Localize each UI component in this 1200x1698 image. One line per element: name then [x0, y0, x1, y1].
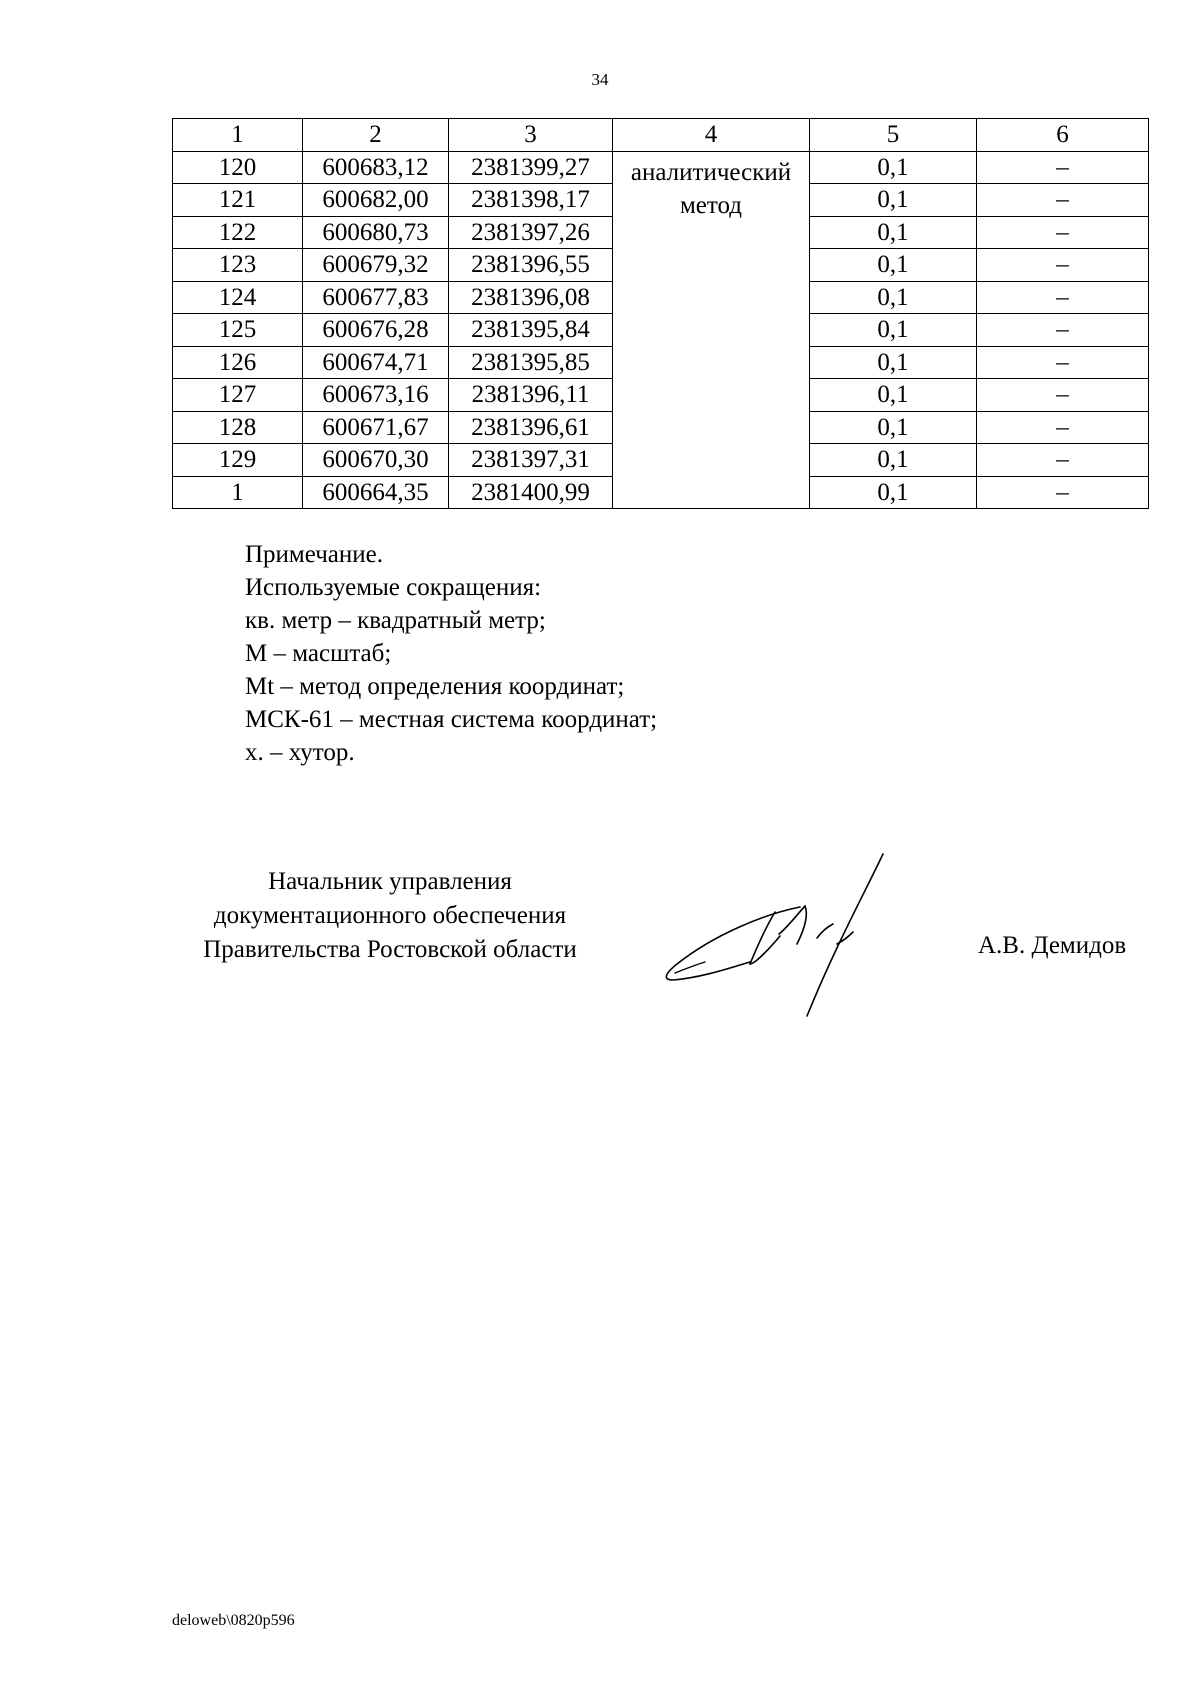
x-coordinate-cell: 600679,32: [303, 249, 449, 282]
accuracy-cell: 0,1: [810, 151, 977, 184]
point-number-cell: 121: [173, 184, 303, 217]
column-header: 2: [303, 119, 449, 152]
handwritten-signature: [655, 852, 955, 1022]
signer-position-line: Начальник управления: [268, 868, 512, 895]
x-coordinate-cell: 600680,73: [303, 216, 449, 249]
y-coordinate-cell: 2381399,27: [449, 151, 613, 184]
description-cell: –: [977, 281, 1149, 314]
signer-position: [160, 865, 620, 967]
y-coordinate-cell: 2381398,17: [449, 184, 613, 217]
y-coordinate-cell: 2381396,11: [449, 379, 613, 412]
x-coordinate-cell: 600683,12: [303, 151, 449, 184]
y-coordinate-cell: 2381396,08: [449, 281, 613, 314]
x-coordinate-cell: 600682,00: [303, 184, 449, 217]
point-number-cell: 128: [173, 411, 303, 444]
column-header: 4: [613, 119, 810, 152]
y-coordinate-cell: 2381396,61: [449, 411, 613, 444]
description-cell: –: [977, 444, 1149, 477]
note-subtitle: Используемые сокращения:: [245, 574, 542, 601]
point-number-cell: 122: [173, 216, 303, 249]
column-header: 3: [449, 119, 613, 152]
y-coordinate-cell: 2381396,55: [449, 249, 613, 282]
point-number-cell: 123: [173, 249, 303, 282]
table-row: [173, 151, 1149, 184]
accuracy-cell: 0,1: [810, 346, 977, 379]
note-item: М – масштаб;: [245, 640, 392, 667]
point-number-cell: 126: [173, 346, 303, 379]
y-coordinate-cell: 2381395,84: [449, 314, 613, 347]
note-item: кв. метр – квадратный метр;: [245, 607, 546, 634]
point-number-cell: 129: [173, 444, 303, 477]
note-item: х. – хутор.: [245, 739, 355, 766]
note-item: МСК-61 – местная система координат;: [245, 706, 658, 733]
description-cell: –: [977, 379, 1149, 412]
point-number-cell: 125: [173, 314, 303, 347]
accuracy-cell: 0,1: [810, 281, 977, 314]
accuracy-cell: 0,1: [810, 249, 977, 282]
note-title: Примечание.: [245, 541, 384, 568]
x-coordinate-cell: 600664,35: [303, 476, 449, 509]
x-coordinate-cell: 600677,83: [303, 281, 449, 314]
signer-position-line: Правительства Ростовской области: [203, 936, 577, 963]
description-cell: –: [977, 184, 1149, 217]
description-cell: –: [977, 151, 1149, 184]
column-header: 6: [977, 119, 1149, 152]
method-cell: [613, 151, 810, 509]
description-cell: –: [977, 216, 1149, 249]
x-coordinate-cell: 600674,71: [303, 346, 449, 379]
column-header: 5: [810, 119, 977, 152]
method-line: аналитический: [630, 158, 792, 186]
description-cell: –: [977, 314, 1149, 347]
note-section: [245, 538, 657, 769]
x-coordinate-cell: 600671,67: [303, 411, 449, 444]
accuracy-cell: 0,1: [810, 184, 977, 217]
note-item: Mt – метод определения координат;: [245, 673, 625, 700]
x-coordinate-cell: 600676,28: [303, 314, 449, 347]
description-cell: –: [977, 411, 1149, 444]
accuracy-cell: 0,1: [810, 476, 977, 509]
description-cell: –: [977, 346, 1149, 379]
signer-name: А.В. Демидов: [978, 932, 1127, 959]
point-number-cell: 1: [173, 476, 303, 509]
column-header: 1: [173, 119, 303, 152]
point-number-cell: 120: [173, 151, 303, 184]
y-coordinate-cell: 2381395,85: [449, 346, 613, 379]
document-code: deloweb\0820p596: [172, 1612, 295, 1629]
point-number-cell: 124: [173, 281, 303, 314]
description-cell: –: [977, 476, 1149, 509]
coordinates-table: [172, 118, 1149, 509]
y-coordinate-cell: 2381400,99: [449, 476, 613, 509]
y-coordinate-cell: 2381397,31: [449, 444, 613, 477]
x-coordinate-cell: 600670,30: [303, 444, 449, 477]
accuracy-cell: 0,1: [810, 444, 977, 477]
accuracy-cell: 0,1: [810, 216, 977, 249]
description-cell: –: [977, 249, 1149, 282]
accuracy-cell: 0,1: [810, 379, 977, 412]
y-coordinate-cell: 2381397,26: [449, 216, 613, 249]
table-header-row: [173, 119, 1149, 152]
x-coordinate-cell: 600673,16: [303, 379, 449, 412]
point-number-cell: 127: [173, 379, 303, 412]
page-number: 34: [591, 70, 609, 89]
method-line: метод: [679, 191, 742, 219]
accuracy-cell: 0,1: [810, 411, 977, 444]
signer-position-line: документационного обеспечения: [213, 902, 567, 929]
accuracy-cell: 0,1: [810, 314, 977, 347]
